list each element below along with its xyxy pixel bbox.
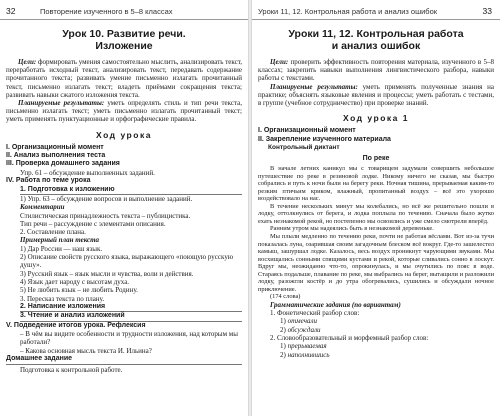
goals-paragraph [258,58,494,83]
grammar-item-number: 1) [280,342,288,351]
lesson-plan [6,144,242,375]
plan-line: 1. Подготовка к изложению [20,186,242,195]
plan-line: V. Подведение итогов урока. Рефлексия [6,321,146,329]
grammar-item-number: 1) [280,317,288,326]
results-paragraph [6,99,242,124]
left-page-number: 32 [6,6,16,16]
plan-line: 2. Составление плана. [20,228,86,237]
right-page-body [258,24,494,359]
grammar-item [270,309,494,317]
plan-line: 5) Не любить язык – не любить Родину. [20,286,138,295]
right-page-number: 33 [482,6,492,16]
lesson-title [258,28,494,52]
grammar-item [270,334,494,342]
plan-line: – Какова основная мысль текста И. Ильина? [20,346,152,355]
right-running-title: Уроки 11, 12. Контрольная работа и анализ ошибок [258,7,438,16]
lesson-title-line: Изложение [95,40,153,52]
plan-line: 2) Описание свойств русского языка, выражающего «поющую русскую душу». [20,253,234,270]
plan-line: I. Организационный момент [258,127,356,135]
lesson-plan [258,127,494,152]
dictation-text [258,165,494,301]
goals-text: проверить эффективность повторения материала, изученного в 5–8 классах; закрепить навыки выполнения лингвистического разбора, навыки работы с текстами. [258,58,495,83]
goals-text: формировать умения самостоятельно мыслить, анализировать текст, переработать исходный текст, анализировать текст, передавать содержание прочитанного текста; развивать умение письменно излагать прочитанный текст, письменно излагать текст; владеть приёмами сокращения текста; развивать навыки сжатого изложения текста. [6,58,242,99]
grammar-item-text: Словообразовательный и морфемный разбор слов: [277,334,429,343]
right-page [252,0,500,416]
left-running-title: Повторение изученного в 5–8 классах [40,7,173,16]
grammar-item-text: прерываемая [287,342,327,351]
plan-line: III. Проверка домашнего задания [6,160,120,168]
grammar-item-text: Фонетический разбор слов: [277,309,360,318]
course-heading: Ход урока 1 [343,113,409,124]
grammar-item-text: наполнившись [287,350,330,359]
grammar-item-number: 2) [280,325,288,334]
grammar-item [280,351,494,359]
lesson-title-line: Урок 10. Развитие речи. [62,28,186,40]
plan-line: 3) Русский язык – язык мысли и чувства, воли и действия. [20,269,194,278]
right-running-header [252,5,500,20]
lesson-title [6,28,242,52]
grammar-item [280,342,494,350]
plan-line: Подготовка к контрольной работе. [20,366,123,375]
left-running-header [0,5,248,20]
dictation-paragraph: Ранним утром мы надеялись быть в незнакомой деревеньке. [270,225,434,233]
plan-line: II. Закрепление изученного материала [258,135,391,143]
plan-line: Домашнее задание [6,355,242,365]
results-label: Планируемые результаты: [270,82,358,91]
goals-paragraph [6,58,242,99]
plan-line: Контрольный диктант [268,144,340,152]
goals-label: Цели: [18,58,37,66]
results-paragraph [258,83,494,108]
plan-line: 3. Пересказ текста по плану. [20,294,105,303]
plan-line: – В чём вы видите особенности и трудности изложения, над которым мы работали? [20,330,238,347]
plan-line: 1) Упр. 63 – обсуждение вопросов и выполнение заданий. [20,194,193,203]
plan-line: 3. Чтение и анализ изложений [20,312,242,321]
plan-line: II. Анализ выполнения теста [6,152,106,160]
results-text: уметь применять полученные знания на практике; объяснять языковые явления и процессы; уметь работать с тестами, в группе (учебное сотрудничество) при проверке знаний. [258,82,494,108]
dictation-paragraph: В начале летних каникул мы с товарищем задумали совершить небольшое путешествие по реке в резиновой лодке. Никому ничего не сказав, мы быстро собрались и путь к ночи были на берегу реки. Ночная тишина, прерываемая каким-то резким птичьим криком, влажный, пропитанный воздух – всё это ухорошо воздействовало на нас. [258,165,494,203]
plan-line: 2. Написание изложения [20,303,242,312]
grammar-item-text: отмечали [287,317,318,326]
grammar-heading: Грамматические задания (по вариантам) [270,300,401,309]
plan-line: Комментарии [20,203,65,212]
grammar-item-text: обсуждали [287,325,321,334]
course-heading: Ход урока [96,129,152,140]
dictation-title: По реке [362,155,390,163]
dictation-paragraph: Мы плыли медленно по течению реки, почти не работая вёслами. Вот из-за тучи показалась луна, озарившая своим загадочным блеском всё вокруг. Где-то зашелестел камыш, зашуршал лодке. Казалось, весь воздух проникнут чарующими звуками. Мы восхищались сонными спящими кустами и рекой, которые сливались сонно в лоскут. Вдруг мы, неожиданно что-то, опрокинулась, и мы очутились по пояс в воде. Стараясь подальше, плавание по реке, мы выбрались на берег, вытащили и разложили лодку, разожгли костёр и до утра обогревались, сушились и обсуждали ночное приключение. [258,232,494,293]
dictation-paragraph: В течение нескольких минут мы колебались, но всё же решительно пошли в лодку, оттолкнулись от берега, и лодка поплыла по течению. Сначала было жутко ехать незнакомой рекой, но постепенно мы освоились и уже смело смотрели вперёд. [258,202,494,225]
dictation-paragraph: (174 слова) [270,293,301,301]
plan-line: 1) Дар России — наш язык. [20,244,103,253]
plan-line: Упр. 61 – обсуждение выполненных заданий. [20,168,155,177]
plan-line: I. Организационный момент [6,143,104,151]
left-page-body [6,24,242,375]
grammar-item [280,317,494,325]
grammar-tasks [258,309,494,359]
plan-line: 4) Язык дает народу с высотам духа. [20,277,130,286]
lesson-title-line: и анализ ошибок [331,40,421,52]
grammar-item-number: 2. [270,334,277,343]
results-text: уметь определять стиль и тип речи текста, письменно излагать текст; уметь письменно излагать прочитанный текст; уметь применять пунктуационные и орфографические правила. [6,99,243,124]
grammar-item-number: 1. [270,309,277,318]
plan-line: Тип речи – рассуждение с элементами описания. [20,219,166,228]
lesson-title-line: Уроки 11, 12. Контрольная работа [288,28,464,40]
goals-label: Цели: [270,58,289,66]
results-label: Планируемые результаты: [18,99,105,108]
plan-line: IV. Работа по теме урока [6,177,91,185]
grammar-item [280,326,494,334]
plan-line: Стилистическая принадлежность текста – публицистика. [20,211,191,220]
left-page [0,0,248,416]
grammar-item-number: 2) [280,350,288,359]
plan-line: Примерный план текста [20,236,100,245]
